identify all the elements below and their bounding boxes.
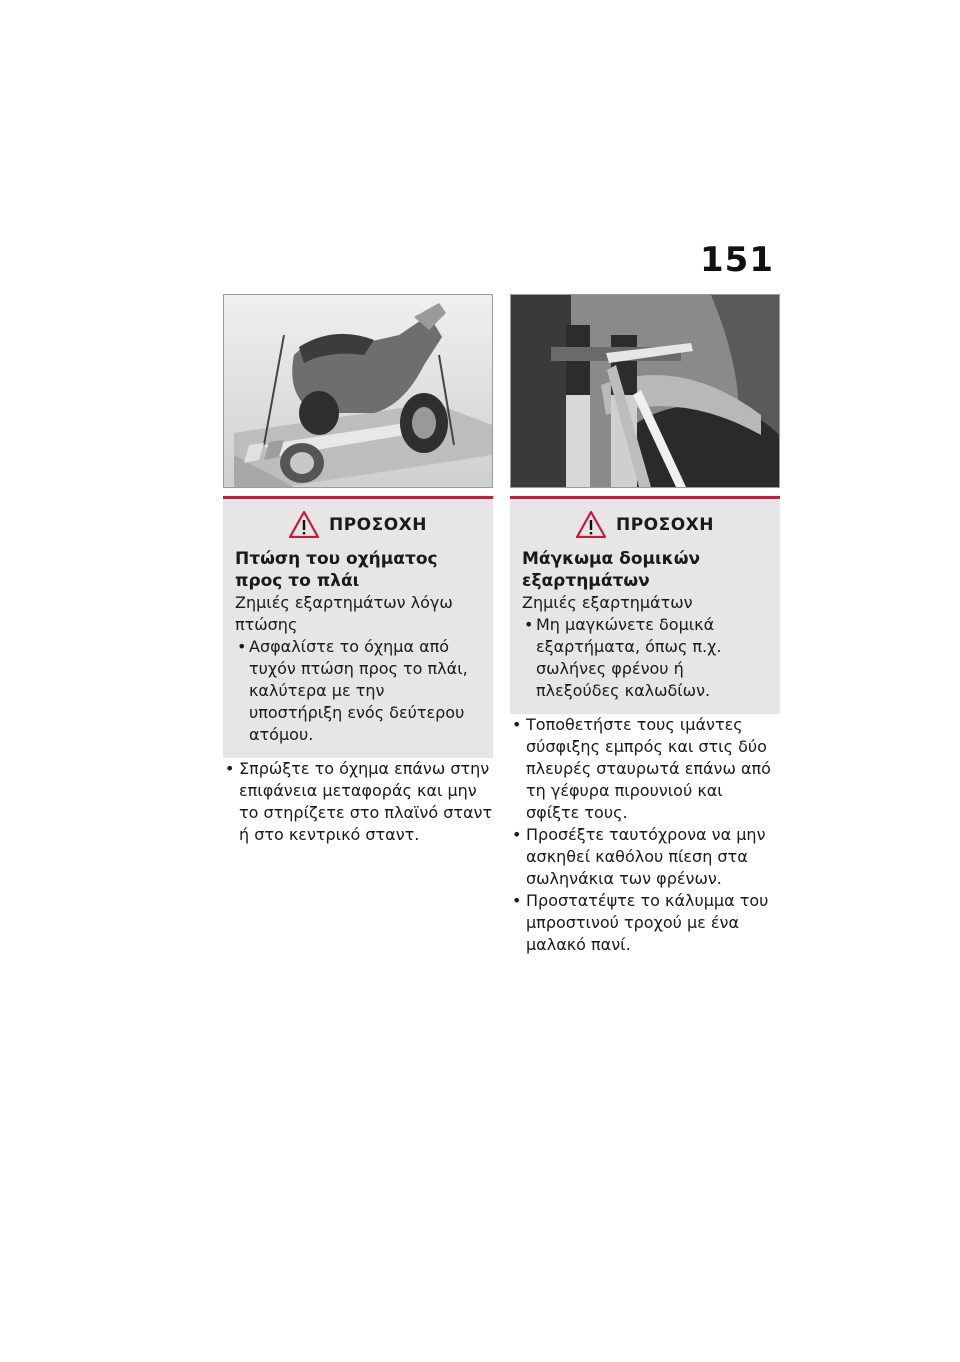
- warning-header: [235, 511, 481, 538]
- warning-bullet: • Μη μαγκώνετε δομικά εξαρτήματα, όπως π.χ. σωλήνες φρένου ή πλεξούδες καλωδίων.: [522, 614, 768, 702]
- action-item: • Προστατέψτε το κάλυμμα του μπροστινού τροχού με ένα μαλακό πανί.: [510, 890, 780, 956]
- warning-subheading: Ζημιές εξαρτημάτων λόγω πτώσης: [235, 593, 453, 634]
- warning-label: ΠΡΟΣΟΧΗ: [615, 514, 715, 535]
- right-column: [510, 294, 780, 956]
- page-number: 151: [700, 240, 774, 280]
- warning-heading: Πτώση του οχήματος προς το πλάι: [235, 549, 438, 591]
- warning-triangle-icon: [576, 511, 606, 538]
- warning-subheading: Ζημιές εξαρτημάτων: [522, 593, 693, 612]
- action-item: • Τοποθετήστε τους ιμάντες σύσφιξης εμπρός και στις δύο πλευρές σταυρωτά επάνω από τη γέφυρα πιρουνιού και σφίξτε τους.: [510, 714, 780, 824]
- action-item: • Σπρώξτε το όχημα επάνω στην επιφάνεια μεταφοράς και μην το στηρίζετε στο πλαϊνό σταντ ή στο κεντρικό σταντ.: [223, 758, 493, 846]
- warning-heading: Μάγκωμα δομικών εξαρτημάτων: [522, 549, 701, 591]
- action-list: [510, 714, 780, 956]
- action-item: • Προσέξτε ταυτόχρονα να μην ασκηθεί καθόλου πίεση στα σωληνάκια των φρένων.: [510, 824, 780, 890]
- warning-box: [223, 496, 493, 758]
- front-fork-illustration: [511, 295, 779, 487]
- warning-label: ΠΡΟΣΟΧΗ: [328, 514, 428, 535]
- front-fork-image: [510, 294, 780, 488]
- warning-triangle-icon: [289, 511, 319, 538]
- warning-bullets: [235, 636, 481, 746]
- warning-bullet: • Ασφαλίστε το όχημα από τυχόν πτώση προς το πλάι, καλύτερα με την υποστήριξη ενός δεύτερου ατόμου.: [235, 636, 481, 746]
- warning-header: [522, 511, 768, 538]
- scooter-trailer-illustration: [224, 295, 492, 487]
- scooter-trailer-image: [223, 294, 493, 488]
- left-column: [223, 294, 493, 846]
- action-list: [223, 758, 493, 846]
- warning-box: [510, 496, 780, 714]
- warning-bullets: [522, 614, 768, 702]
